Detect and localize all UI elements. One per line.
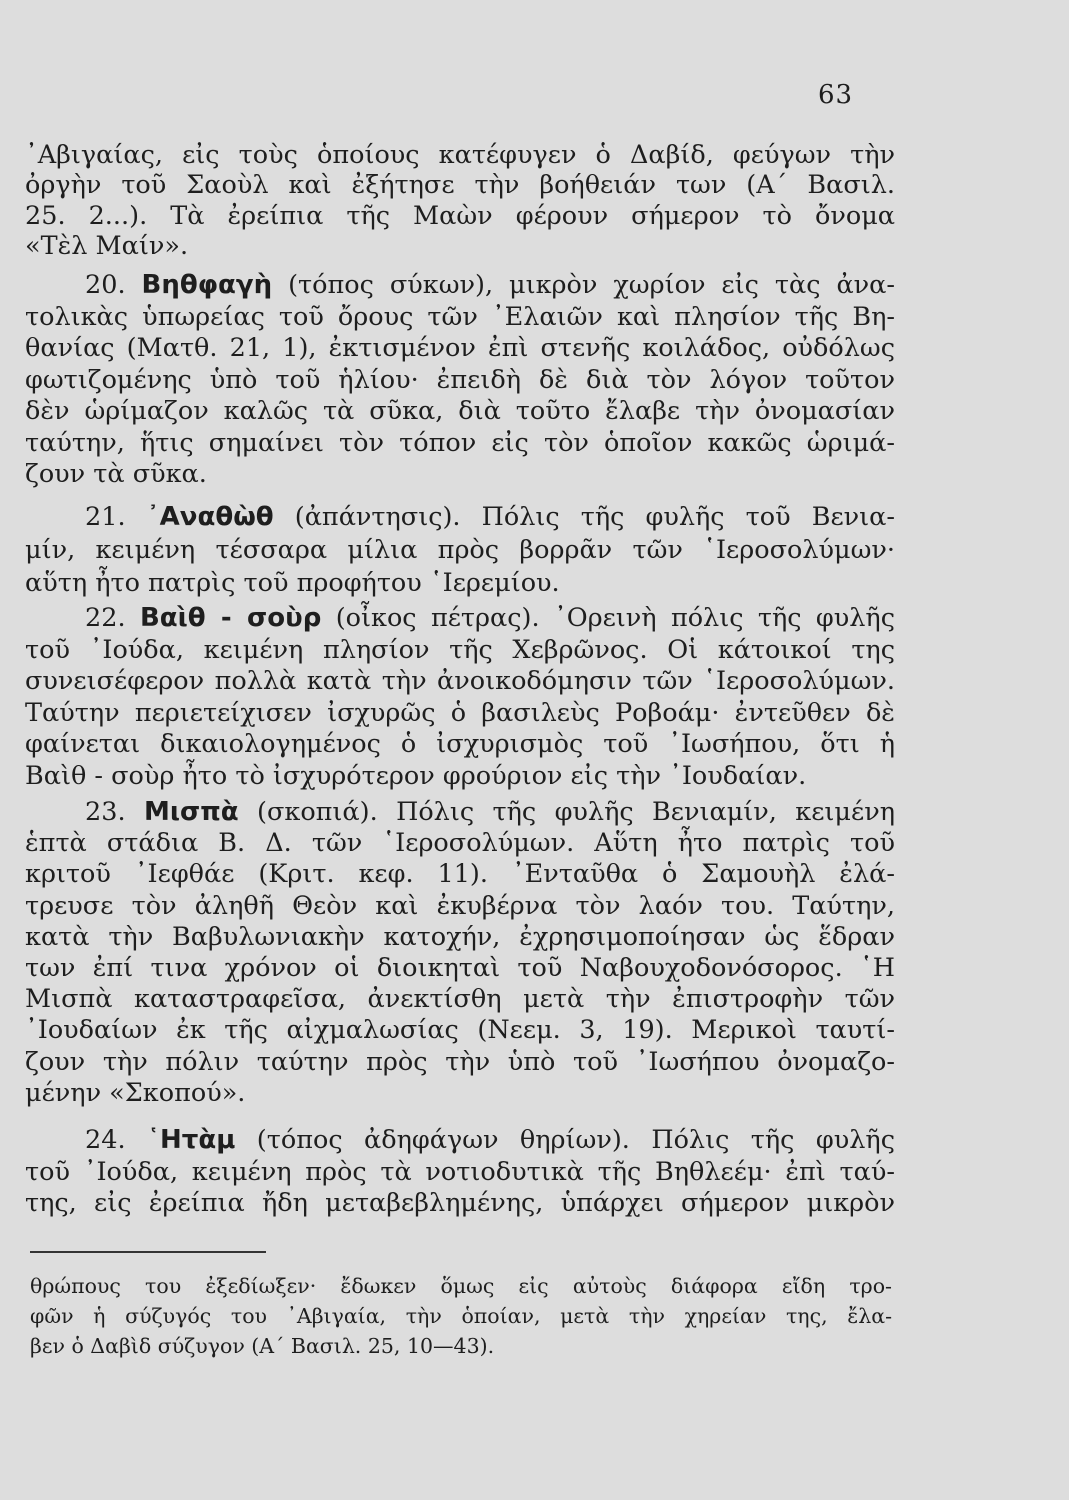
entry-number: 20. bbox=[85, 270, 142, 300]
line-text: τολικὰς ὑπωρείας τοῦ ὄρους τῶν ᾿Ελαιῶν καὶ πλησίον τῆς Βη- bbox=[25, 301, 895, 332]
text-line bbox=[25, 535, 895, 566]
line-text: φωτιζομένης ὑπὸ τοῦ ἡλίου· ἐπειδὴ δὲ διὰ τὸν λόγον τοῦτον bbox=[25, 364, 895, 395]
line-text: κριτοῦ ᾿Ιεφθάε (Κριτ. κεφ. 11). ᾿Ενταῦθα ὁ Σαμουὴλ ἐλά- bbox=[25, 859, 895, 890]
line-text: αὕτη ἦτο πατρὶς τοῦ προφήτου ῾Ιερεμίου. bbox=[25, 568, 560, 598]
text-line bbox=[25, 1188, 895, 1219]
line-text: «Τὲλ Μαίν». bbox=[25, 230, 189, 261]
line-text: (οἶκος πέτρας). ᾿Ορεινὴ πόλις τῆς φυλῆς bbox=[335, 603, 895, 633]
line-text: τοῦ ᾿Ιούδα, κειμένη πλησίον τῆς Χεβρῶνος. Οἱ κάτοικοί της bbox=[25, 634, 895, 665]
text-line bbox=[25, 635, 895, 666]
text-line bbox=[25, 953, 895, 984]
line-text: μένην «Σκοπού». bbox=[25, 1077, 246, 1108]
line-text: Βαὶθ - σοὺρ ἦτο τὸ ἰσχυρότερον φρούριον εἰς τὴν ᾿Ιουδαίαν. bbox=[25, 760, 807, 791]
text-line bbox=[25, 459, 895, 490]
entry-heading: Μισπὰ bbox=[143, 797, 239, 827]
text-line bbox=[25, 396, 895, 427]
text-line bbox=[25, 828, 895, 859]
line-text: 25. 2...). Τὰ ἐρείπια τῆς Μαὼν φέρουν σήμερον τὸ ὄνομα bbox=[25, 200, 895, 231]
text-line bbox=[25, 1157, 895, 1188]
text-line bbox=[25, 428, 895, 459]
text-line bbox=[25, 1078, 895, 1109]
entry-number: 21. bbox=[85, 502, 147, 532]
text-line bbox=[25, 891, 895, 922]
text-line bbox=[25, 201, 895, 232]
line-text: ὀργὴν τοῦ Σαοὺλ καὶ ἐξήτησε τὴν βοήθειάν των (Α΄ Βασιλ. bbox=[25, 170, 895, 201]
footnote-line: φῶν ἡ σύζυγός του ᾿Αβιγαία, τὴν ὁποίαν, μετὰ τὴν χηρείαν της, ἔλα- bbox=[30, 1304, 892, 1328]
line-text: ζουν τὴν πόλιν ταύτην πρὸς τὴν ὑπὸ τοῦ ᾿Ιωσήπου ὀνομαζο- bbox=[25, 1046, 895, 1077]
text-line bbox=[25, 761, 895, 792]
line-text: των ἐπί τινα χρόνον οἱ διοικηταὶ τοῦ Ναβουχοδονόσορος. ῾Η bbox=[25, 953, 895, 983]
text-line bbox=[85, 797, 895, 828]
entry-heading: ᾿Αναθὼθ bbox=[146, 502, 274, 532]
entry-heading: Βαὶθ - σοὺρ bbox=[139, 603, 322, 633]
line-text: φαίνεται δικαιολογημένος ὁ ἰσχυρισμὸς τοῦ ᾿Ιωσήπου, ὅτι ἡ bbox=[25, 729, 895, 759]
entry-heading: ῾Ητὰμ bbox=[147, 1125, 236, 1155]
text-line bbox=[25, 984, 895, 1015]
text-line bbox=[25, 729, 895, 760]
page-number: 63 bbox=[818, 80, 854, 110]
line-text: ταύτην, ἥτις σημαίνει τὸν τόπον εἰς τὸν ὁποῖον κακῶς ὡριμά- bbox=[25, 427, 895, 458]
line-text: συνεισέφερον πολλὰ κατὰ τὴν ἀνοικοδόμησιν τῶν ῾Ιεροσολύμων. bbox=[25, 666, 895, 696]
line-text: (ἀπάντησις). Πόλις τῆς φυλῆς τοῦ Βενια- bbox=[294, 502, 895, 532]
text-line bbox=[25, 302, 895, 333]
text-line bbox=[85, 603, 895, 634]
entry-number: 24. bbox=[85, 1125, 147, 1155]
text-line bbox=[85, 502, 895, 533]
line-text: τρευσε τὸν ἀληθῆ Θεὸν καὶ ἐκυβέρνα τὸν λαόν του. Ταύτην, bbox=[25, 890, 895, 921]
text-line bbox=[25, 568, 895, 599]
line-text: μίν, κειμένη τέσσαρα μίλια πρὸς βορρᾶν τῶν ῾Ιεροσολύμων· bbox=[25, 535, 895, 565]
line-text: (τόπος σύκων), μικρὸν χωρίον εἰς τὰς ἀνα- bbox=[288, 270, 895, 300]
text-line bbox=[85, 1125, 895, 1156]
line-text: (τόπος ἀδηφάγων θηρίων). Πόλις τῆς φυλῆς bbox=[256, 1125, 895, 1155]
line-text: θανίας (Ματθ. 21, 1), ἐκτισμένον ἐπὶ στενῆς κοιλάδος, οὐδόλως bbox=[25, 333, 895, 363]
line-text: Ταύτην περιετείχισεν ἰσχυρῶς ὁ βασιλεὺς Ροβοάμ· ἐντεῦθεν δὲ bbox=[25, 697, 895, 728]
text-line bbox=[25, 231, 895, 262]
entry-number: 23. bbox=[85, 797, 144, 827]
text-line bbox=[25, 666, 895, 697]
entry-number: 22. bbox=[85, 603, 140, 633]
line-text: Μισπὰ καταστραφεῖσα, ἀνεκτίσθη μετὰ τὴν ἐπιστροφὴν τῶν bbox=[25, 984, 895, 1015]
text-line bbox=[25, 859, 895, 890]
entry-heading: Βηθφαγὴ bbox=[141, 270, 273, 300]
line-text: ᾿Αβιγαίας, εἰς τοὺς ὁποίους κατέφυγεν ὁ Δαβίδ, φεύγων τὴν bbox=[25, 140, 895, 170]
text-line bbox=[25, 140, 895, 171]
line-text: τοῦ ᾿Ιούδα, κειμένη πρὸς τὰ νοτιοδυτικὰ τῆς Βηθλεέμ· ἐπὶ ταύ- bbox=[25, 1156, 895, 1187]
text-line bbox=[25, 170, 895, 201]
line-text: ζουν τὰ σῦκα. bbox=[25, 459, 207, 489]
footnote-rule bbox=[30, 1251, 266, 1253]
line-text: (σκοπιά). Πόλις τῆς φυλῆς Βενιαμίν, κειμένη bbox=[257, 797, 895, 827]
line-text: δὲν ὡρίμαζον καλῶς τὰ σῦκα, διὰ τοῦτο ἔλαβε τὴν ὀνομασίαν bbox=[25, 396, 895, 426]
text-line bbox=[25, 922, 895, 953]
text-line bbox=[25, 1015, 895, 1046]
text-line bbox=[85, 270, 895, 301]
line-text: κατὰ τὴν Βαβυλωνιακὴν κατοχήν, ἐχρησιμοποίησαν ὡς ἕδραν bbox=[25, 921, 895, 952]
footnote-line: βεν ὁ Δαβὶδ σύζυγον (Α΄ Βασιλ. 25, 10—43). bbox=[30, 1334, 495, 1358]
text-line bbox=[25, 333, 895, 364]
text-line bbox=[25, 1047, 895, 1078]
line-text: ἑπτὰ στάδια Β. Δ. τῶν ῾Ιεροσολύμων. Αὕτη ἦτο πατρὶς τοῦ bbox=[25, 828, 895, 859]
text-line bbox=[25, 698, 895, 729]
footnote-line: θρώπους του ἐξεδίωξεν· ἔδωκεν ὅμως εἰς αὐτοὺς διάφορα εἴδη τρο- bbox=[30, 1274, 892, 1298]
text-line bbox=[25, 365, 895, 396]
line-text: ᾿Ιουδαίων ἐκ τῆς αἰχμαλωσίας (Νεεμ. 3, 19). Μερικοὶ ταυτί- bbox=[25, 1015, 895, 1046]
line-text: της, εἰς ἐρείπια ἤδη μεταβεβλημένης, ὑπάρχει σήμερον μικρὸν bbox=[25, 1188, 895, 1218]
